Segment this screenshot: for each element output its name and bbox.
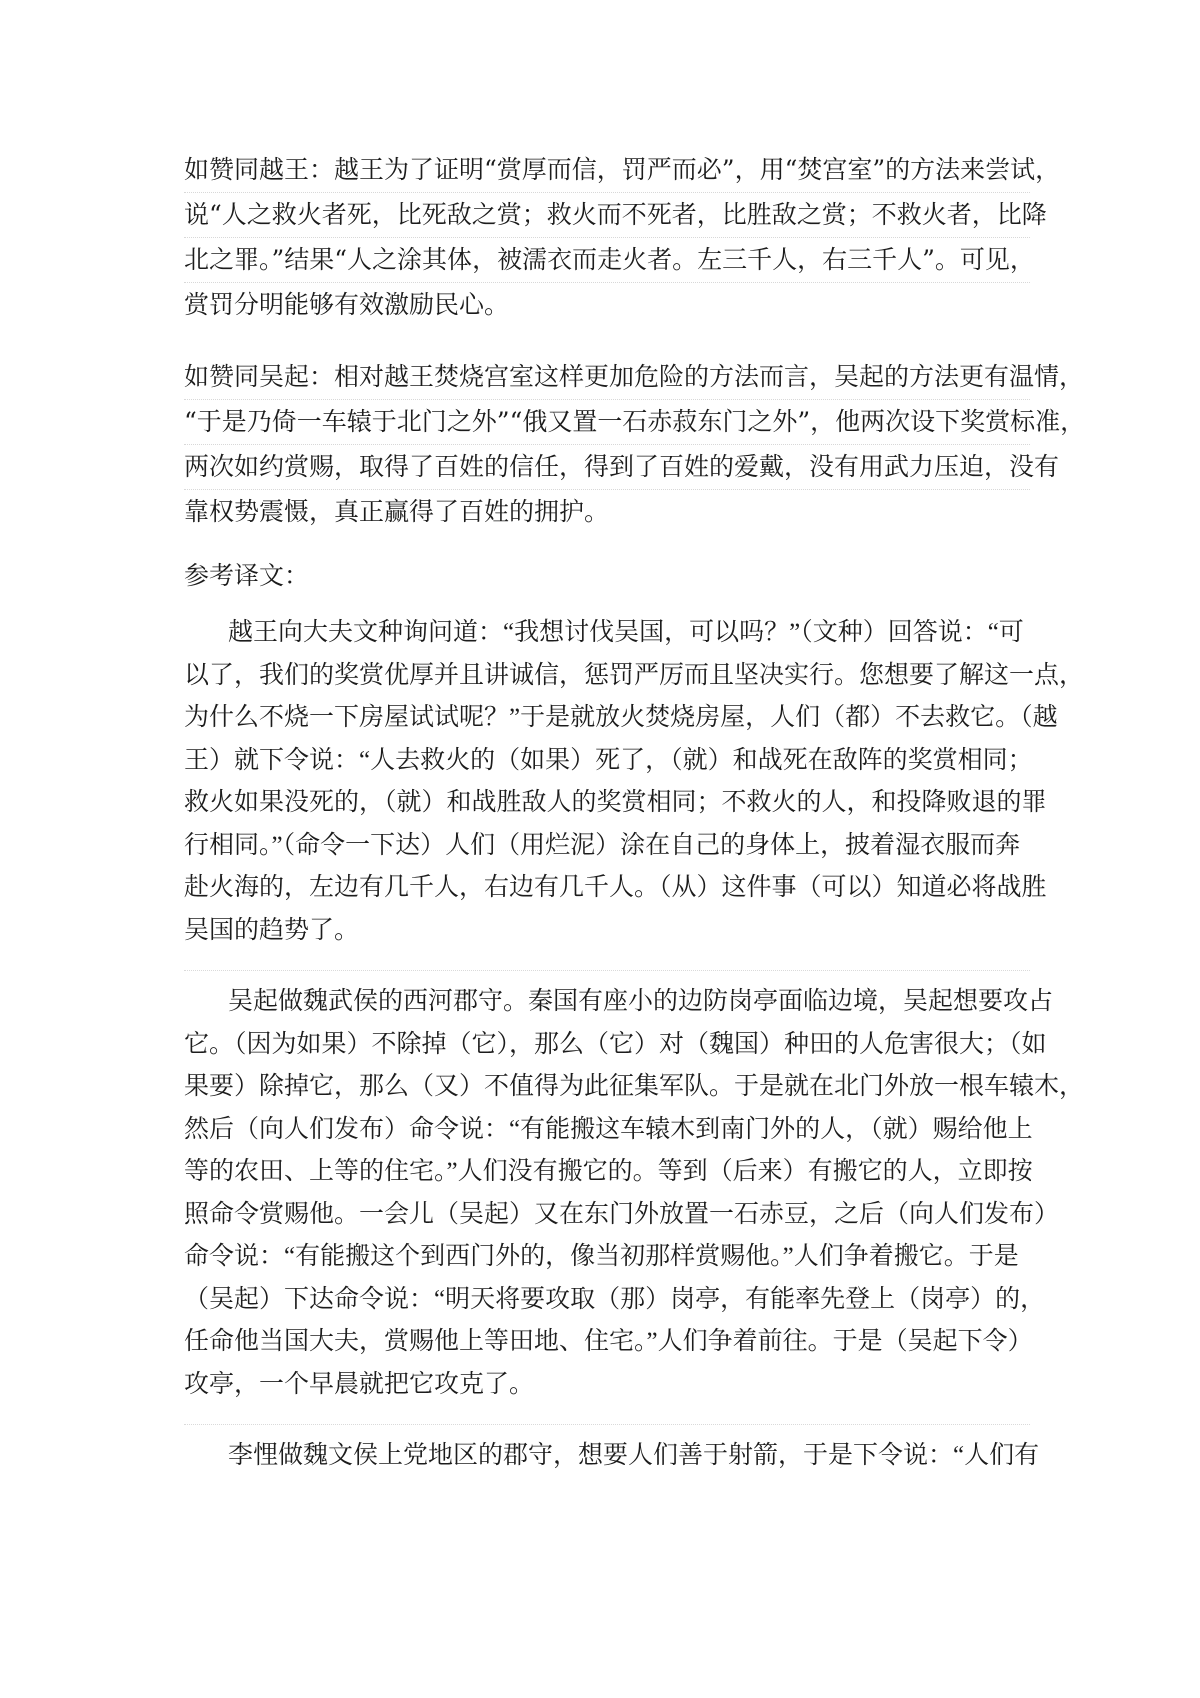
translation-heading: 参考译文： [184,561,310,590]
text-line: 如赞同吴起：相对越王焚烧宫室这样更加危险的方法而言，吴起的方法更有温情， [184,355,1030,400]
text-line: 吴国的趋势了。 [184,916,360,944]
text-line: 两次如约赏赐，取得了百姓的信任，得到了百姓的爱戴，没有用武力压迫，没有 [184,445,1030,490]
text-line: 果要）除掉它，那么（又）不值得为此征集军队。于是就在北门外放一根车辕木， [184,1073,1085,1100]
text-line: 行相同。”（命令一下达）人们（用烂泥）涂在自己的身体上，披着湿衣服而奔 [184,831,1021,859]
text-line: 然后（向人们发布）命令说：“有能搬这车辕木到南门外的人，（就）赐给他上 [184,1115,1033,1143]
translation-paragraph-3 [184,1435,1040,1478]
text-line: “于是乃倚一车辕于北门之外”“俄又置一石赤菽东门之外”，他两次设下奖赏标准， [184,400,1030,445]
translation-paragraph-2 [184,981,1085,1406]
text-line: 吴起做魏武侯的西河郡守。秦国有座小的边防岗亭面临边境，吴起想要攻占 [228,988,1054,1015]
paragraph-wu-qi [184,355,1086,534]
text-line: 以了，我们的奖赏优厚并且讲诚信，惩罚严厉而且坚决实行。您想要了解这一点， [184,661,1085,689]
text-line: 它。（因为如果）不除掉（它），那么（它）对（魏国）种田的人危害很大；（如 [184,1030,1047,1058]
dotted-divider [184,970,1030,971]
text-line: 赴火海的，左边有几千人，右边有几千人。（从）这件事（可以）知道必将战胜 [184,874,1047,901]
translation-paragraph-1 [184,612,1085,952]
text-line: 救火如果没死的，（就）和战胜敌人的奖赏相同；不救火的人，和投降败退的罪 [184,789,1047,816]
text-line: 照命令赏赐他。一会儿（吴起）又在东门外放置一石赤豆，之后（向人们发布） [184,1200,1060,1228]
dotted-divider [184,1424,1030,1425]
spacer [184,327,1030,355]
text-line: 赏罚分明能够有效激励民心。 [184,290,510,319]
text-line: 为什么不烧一下房屋试试呢？”于是就放火焚烧房屋，人们（都）不去救它。（越 [184,704,1058,731]
text-line: 李悝做魏文侯上党地区的郡守，想要人们善于射箭，于是下令说：“人们有 [228,1442,1040,1469]
text-line: 如赞同越王：越王为了证明“赏厚而信，罚严而必”，用“焚宫室”的方法来尝试， [184,148,1030,193]
paragraph-yue-wang [184,148,1061,327]
text-line: （吴起）下达命令说：“明天将要攻取（那）岗亭，有能率先登上（岗亭）的， [184,1285,1046,1313]
text-line: 命令说：“有能搬这个到西门外的，像当初那样赏赐他。”人们争着搬它。于是 [184,1243,1019,1270]
document-page [184,148,1086,1478]
text-line: 王）就下令说：“人去救火的（如果）死了，（就）和战死在敌阵的奖赏相同； [184,746,1033,774]
text-line: 攻亭，一个早晨就把它攻克了。 [184,1370,535,1398]
text-line: 靠权势震慑，真正赢得了百姓的拥护。 [184,497,610,526]
text-line: 北之罪。”结果“人之涂其体，被濡衣而走火者。左三千人，右三千人”。可见， [184,238,1030,283]
text-line: 任命他当国大夫，赏赐他上等田地、住宅。”人们争着前往。于是（吴起下令） [184,1328,1033,1355]
text-line: 等的农田、上等的住宅。”人们没有搬它的。等到（后来）有搬它的人，立即按 [184,1158,1033,1185]
text-line: 越王向大夫文种询问道：“我想讨伐吴国，可以吗？”（文种）回答说：“可 [228,619,1024,646]
text-line: 说“人之救火者死，比死敌之赏；救火而不死者，比胜敌之赏；不救火者，比降 [184,193,1030,238]
